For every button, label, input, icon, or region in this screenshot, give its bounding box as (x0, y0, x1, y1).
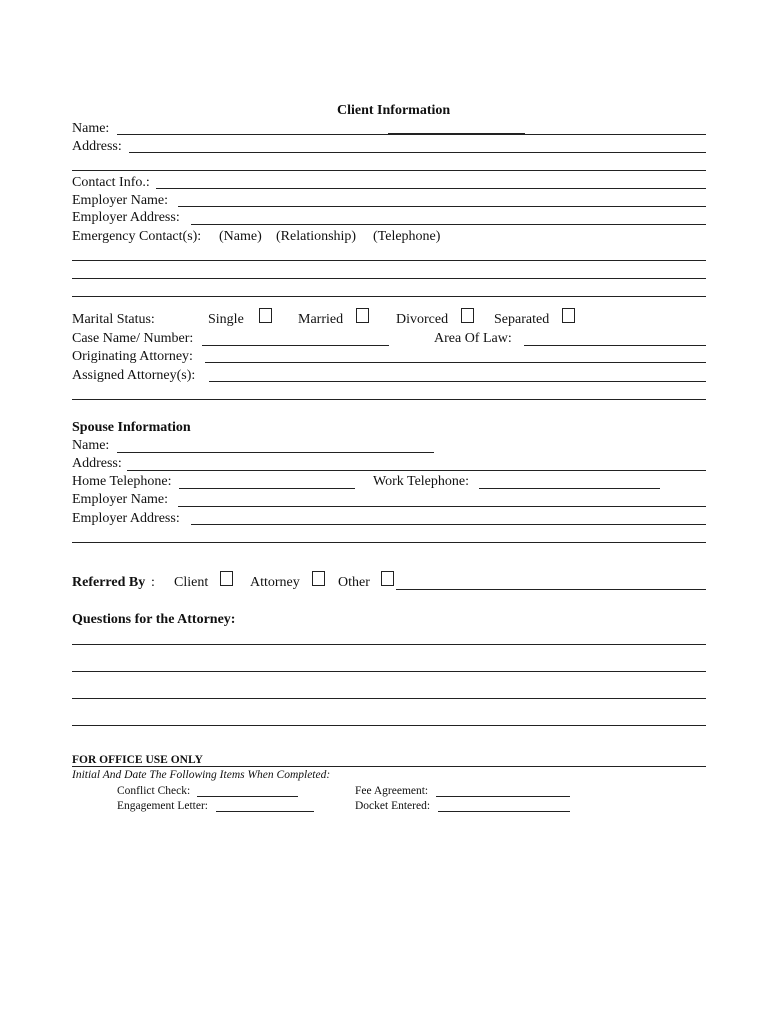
spouse-employer-name-label: Employer Name: (72, 492, 169, 507)
marital-separated-label: Separated (494, 312, 550, 327)
referred-client-checkbox[interactable] (220, 571, 233, 586)
emergency-col-telephone: (Telephone) (373, 229, 441, 244)
referred-attorney-label: Attorney (250, 575, 300, 590)
referred-other-line[interactable] (396, 589, 706, 590)
marital-single-label: Single (208, 312, 244, 327)
work-telephone-label: Work Telephone: (373, 474, 469, 489)
case-name-label: Case Name/ Number: (72, 331, 194, 346)
marital-status-label: Marital Status: (72, 312, 155, 327)
marital-divorced-checkbox[interactable] (461, 308, 474, 323)
emergency-line-1[interactable] (72, 260, 706, 261)
employer-address-line[interactable] (191, 224, 706, 225)
originating-attorney-label: Originating Attorney: (72, 349, 193, 364)
case-name-line[interactable] (202, 345, 389, 346)
emergency-col-name: (Name) (219, 229, 262, 244)
client-address-label: Address: (72, 139, 122, 154)
engagement-letter-label: Engagement Letter: (117, 800, 209, 812)
emergency-col-relationship: (Relationship) (276, 229, 357, 244)
emergency-line-2[interactable] (72, 278, 706, 279)
referred-by-colon: : (151, 575, 155, 590)
spouse-employer-name-line[interactable] (178, 506, 706, 507)
spouse-employer-address-label: Employer Address: (72, 511, 180, 526)
marital-separated-checkbox[interactable] (562, 308, 575, 323)
assigned-attorney-line[interactable] (209, 381, 706, 382)
home-telephone-label: Home Telephone: (72, 474, 172, 489)
contact-info-label: Contact Info.: (72, 175, 150, 190)
engagement-letter-line[interactable] (216, 811, 314, 812)
conflict-check-line[interactable] (197, 796, 298, 797)
questions-line-4[interactable] (72, 725, 706, 726)
questions-heading: Questions for the Attorney: (72, 612, 236, 627)
spouse-name-line[interactable] (117, 452, 434, 453)
client-name-line[interactable] (117, 134, 706, 135)
marital-divorced-label: Divorced (396, 312, 449, 327)
fee-agreement-line[interactable] (436, 796, 570, 797)
questions-line-2[interactable] (72, 671, 706, 672)
office-use-rule (72, 766, 706, 767)
questions-line-3[interactable] (72, 698, 706, 699)
client-name-label: Name: (72, 121, 110, 136)
area-of-law-line[interactable] (524, 345, 706, 346)
office-use-instruction: Initial And Date The Following Items When Completed: (72, 769, 331, 781)
marital-single-checkbox[interactable] (259, 308, 272, 323)
spouse-employer-address-line-2[interactable] (72, 542, 706, 543)
emergency-line-3[interactable] (72, 296, 706, 297)
office-use-heading: FOR OFFICE USE ONLY (72, 754, 203, 766)
originating-attorney-line[interactable] (205, 362, 706, 363)
referred-client-label: Client (174, 575, 209, 590)
assigned-attorney-label: Assigned Attorney(s): (72, 368, 196, 383)
docket-entered-line[interactable] (438, 811, 570, 812)
referred-other-checkbox[interactable] (381, 571, 394, 586)
spouse-heading: Spouse Information (72, 420, 191, 435)
marital-married-label: Married (298, 312, 344, 327)
marital-married-checkbox[interactable] (356, 308, 369, 323)
home-telephone-line[interactable] (179, 488, 355, 489)
fee-agreement-label: Fee Agreement: (355, 785, 429, 797)
spouse-address-label: Address: (72, 456, 122, 471)
area-of-law-label: Area Of Law: (434, 331, 512, 346)
form-title: Client Information (337, 103, 451, 118)
spouse-employer-address-line[interactable] (191, 524, 706, 525)
contact-info-line[interactable] (156, 188, 706, 189)
referred-attorney-checkbox[interactable] (312, 571, 325, 586)
client-name-line-overlay (388, 133, 525, 134)
docket-entered-label: Docket Entered: (355, 800, 431, 812)
assigned-attorney-line-2[interactable] (72, 399, 706, 400)
conflict-check-label: Conflict Check: (117, 785, 191, 797)
employer-name-line[interactable] (178, 206, 706, 207)
employer-address-label: Employer Address: (72, 210, 180, 225)
work-telephone-line[interactable] (479, 488, 660, 489)
client-address-line-2[interactable] (72, 170, 706, 171)
referred-by-label: Referred By (72, 575, 146, 590)
employer-name-label: Employer Name: (72, 193, 169, 208)
referred-other-label: Other (338, 575, 370, 590)
spouse-address-line[interactable] (127, 470, 706, 471)
spouse-name-label: Name: (72, 438, 110, 453)
questions-line-1[interactable] (72, 644, 706, 645)
emergency-contact-label: Emergency Contact(s): (72, 229, 202, 244)
client-address-line[interactable] (129, 152, 706, 153)
